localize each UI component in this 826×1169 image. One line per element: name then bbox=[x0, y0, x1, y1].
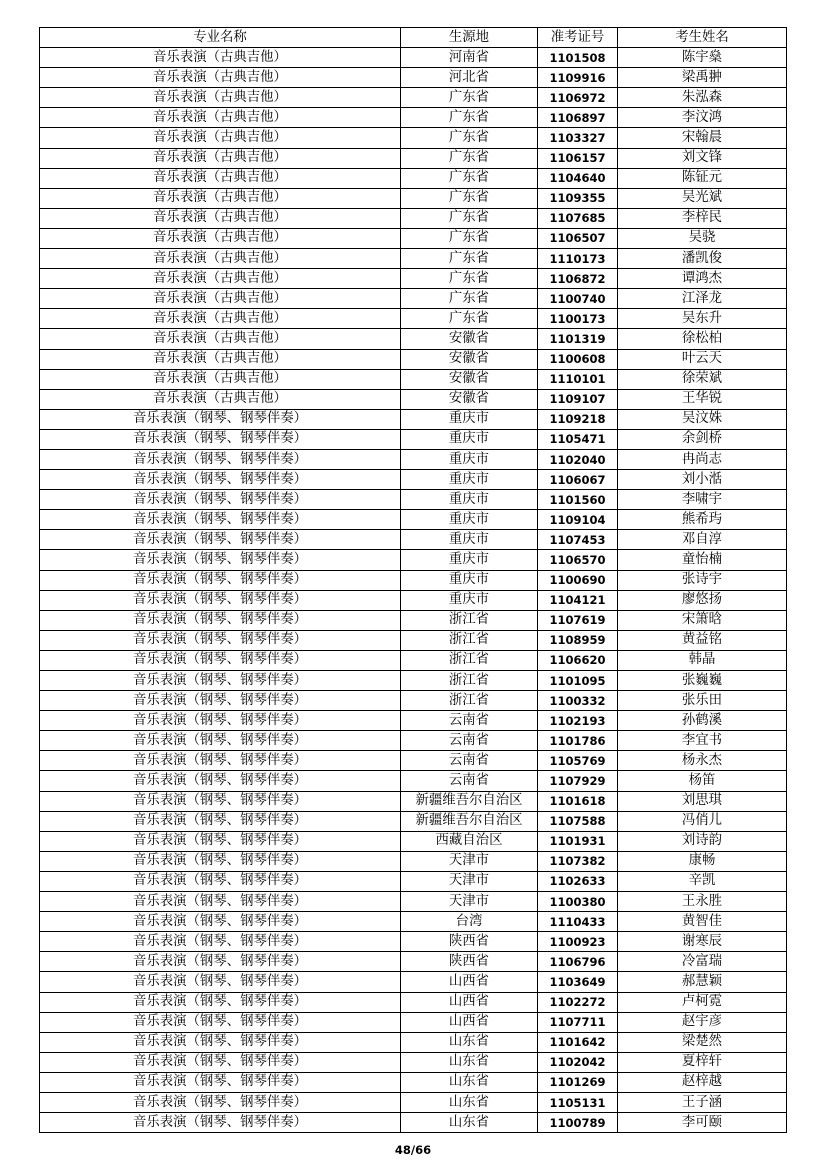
origin-cell: 重庆市 bbox=[401, 530, 538, 550]
major-cell: 音乐表演（钢琴、钢琴伴奏） bbox=[40, 691, 401, 711]
table-row bbox=[40, 1052, 787, 1072]
origin-cell: 山东省 bbox=[401, 1072, 538, 1092]
student-name-cell: 吴光斌 bbox=[618, 188, 787, 208]
table-row bbox=[40, 650, 787, 670]
origin-cell: 山东省 bbox=[401, 1113, 538, 1133]
table-row bbox=[40, 610, 787, 630]
major-cell: 音乐表演（钢琴、钢琴伴奏） bbox=[40, 550, 401, 570]
origin-cell: 浙江省 bbox=[401, 610, 538, 630]
student-name-cell: 卢柯霓 bbox=[618, 992, 787, 1012]
exam-id-cell: 1100380 bbox=[538, 892, 618, 912]
table-row bbox=[40, 550, 787, 570]
student-name-cell: 廖悠扬 bbox=[618, 590, 787, 610]
exam-id-cell: 1106067 bbox=[538, 470, 618, 490]
major-cell: 音乐表演（古典吉他） bbox=[40, 369, 401, 389]
table-row bbox=[40, 570, 787, 590]
table-row bbox=[40, 148, 787, 168]
exam-id-cell: 1106157 bbox=[538, 148, 618, 168]
table-row bbox=[40, 811, 787, 831]
student-name-cell: 冷富瑞 bbox=[618, 952, 787, 972]
exam-id-cell: 1108959 bbox=[538, 630, 618, 650]
table-row bbox=[40, 228, 787, 248]
origin-cell: 广东省 bbox=[401, 168, 538, 188]
origin-cell: 广东省 bbox=[401, 108, 538, 128]
table-row bbox=[40, 88, 787, 108]
major-cell: 音乐表演（钢琴、钢琴伴奏） bbox=[40, 912, 401, 932]
origin-cell: 重庆市 bbox=[401, 429, 538, 449]
header-major: 专业名称 bbox=[40, 28, 401, 48]
origin-cell: 安徽省 bbox=[401, 349, 538, 369]
student-name-cell: 冉尚志 bbox=[618, 449, 787, 469]
table-row bbox=[40, 429, 787, 449]
major-cell: 音乐表演（古典吉他） bbox=[40, 128, 401, 148]
origin-cell: 重庆市 bbox=[401, 490, 538, 510]
exam-id-cell: 1110433 bbox=[538, 912, 618, 932]
origin-cell: 河南省 bbox=[401, 48, 538, 68]
table-row bbox=[40, 208, 787, 228]
origin-cell: 安徽省 bbox=[401, 389, 538, 409]
major-cell: 音乐表演（古典吉他） bbox=[40, 349, 401, 369]
student-name-cell: 张乐田 bbox=[618, 691, 787, 711]
exam-id-cell: 1107453 bbox=[538, 530, 618, 550]
major-cell: 音乐表演（古典吉他） bbox=[40, 48, 401, 68]
table-row bbox=[40, 851, 787, 871]
origin-cell: 浙江省 bbox=[401, 650, 538, 670]
origin-cell: 云南省 bbox=[401, 751, 538, 771]
exam-id-cell: 1101642 bbox=[538, 1032, 618, 1052]
major-cell: 音乐表演（钢琴、钢琴伴奏） bbox=[40, 731, 401, 751]
major-cell: 音乐表演（钢琴、钢琴伴奏） bbox=[40, 771, 401, 791]
page-number: 48/66 bbox=[394, 1143, 432, 1157]
exam-id-cell: 1100740 bbox=[538, 289, 618, 309]
origin-cell: 重庆市 bbox=[401, 449, 538, 469]
origin-cell: 新疆维吾尔自治区 bbox=[401, 811, 538, 831]
student-name-cell: 宋箫晗 bbox=[618, 610, 787, 630]
major-cell: 音乐表演（钢琴、钢琴伴奏） bbox=[40, 650, 401, 670]
student-name-cell: 吴骁 bbox=[618, 228, 787, 248]
exam-id-cell: 1109916 bbox=[538, 68, 618, 88]
major-cell: 音乐表演（钢琴、钢琴伴奏） bbox=[40, 1012, 401, 1032]
origin-cell: 陕西省 bbox=[401, 932, 538, 952]
origin-cell: 广东省 bbox=[401, 269, 538, 289]
origin-cell: 台湾 bbox=[401, 912, 538, 932]
table-row bbox=[40, 630, 787, 650]
student-name-cell: 谢寒辰 bbox=[618, 932, 787, 952]
major-cell: 音乐表演（钢琴、钢琴伴奏） bbox=[40, 610, 401, 630]
exam-id-cell: 1109104 bbox=[538, 510, 618, 530]
major-cell: 音乐表演（古典吉他） bbox=[40, 269, 401, 289]
major-cell: 音乐表演（钢琴、钢琴伴奏） bbox=[40, 972, 401, 992]
student-name-cell: 熊希玙 bbox=[618, 510, 787, 530]
header-student-name: 考生姓名 bbox=[618, 28, 787, 48]
table-row bbox=[40, 952, 787, 972]
origin-cell: 云南省 bbox=[401, 711, 538, 731]
student-name-cell: 李梓民 bbox=[618, 208, 787, 228]
major-cell: 音乐表演（钢琴、钢琴伴奏） bbox=[40, 831, 401, 851]
major-cell: 音乐表演（钢琴、钢琴伴奏） bbox=[40, 1032, 401, 1052]
exam-id-cell: 1101618 bbox=[538, 791, 618, 811]
major-cell: 音乐表演（古典吉他） bbox=[40, 329, 401, 349]
origin-cell: 广东省 bbox=[401, 309, 538, 329]
exam-id-cell: 1101095 bbox=[538, 671, 618, 691]
exam-id-cell: 1103327 bbox=[538, 128, 618, 148]
major-cell: 音乐表演（古典吉他） bbox=[40, 68, 401, 88]
table-row bbox=[40, 349, 787, 369]
table-row bbox=[40, 269, 787, 289]
table-row bbox=[40, 48, 787, 68]
table-row bbox=[40, 932, 787, 952]
table-row bbox=[40, 108, 787, 128]
major-cell: 音乐表演（古典吉他） bbox=[40, 88, 401, 108]
origin-cell: 广东省 bbox=[401, 208, 538, 228]
student-name-cell: 张巍巍 bbox=[618, 671, 787, 691]
origin-cell: 山东省 bbox=[401, 1052, 538, 1072]
major-cell: 音乐表演（古典吉他） bbox=[40, 188, 401, 208]
major-cell: 音乐表演（古典吉他） bbox=[40, 168, 401, 188]
student-name-cell: 余剑桥 bbox=[618, 429, 787, 449]
student-name-cell: 郝慧颖 bbox=[618, 972, 787, 992]
exam-id-cell: 1102193 bbox=[538, 711, 618, 731]
major-cell: 音乐表演（钢琴、钢琴伴奏） bbox=[40, 630, 401, 650]
student-name-cell: 徐松柏 bbox=[618, 329, 787, 349]
table-row bbox=[40, 530, 787, 550]
exam-id-cell: 1100923 bbox=[538, 932, 618, 952]
table-header-row bbox=[40, 28, 787, 48]
exam-id-cell: 1101931 bbox=[538, 831, 618, 851]
exam-id-cell: 1102040 bbox=[538, 449, 618, 469]
table-row bbox=[40, 992, 787, 1012]
major-cell: 音乐表演（古典吉他） bbox=[40, 309, 401, 329]
exam-id-cell: 1107588 bbox=[538, 811, 618, 831]
origin-cell: 浙江省 bbox=[401, 671, 538, 691]
major-cell: 音乐表演（古典吉他） bbox=[40, 148, 401, 168]
exam-id-cell: 1105471 bbox=[538, 429, 618, 449]
origin-cell: 新疆维吾尔自治区 bbox=[401, 791, 538, 811]
origin-cell: 天津市 bbox=[401, 871, 538, 891]
exam-id-cell: 1102633 bbox=[538, 871, 618, 891]
student-name-cell: 梁禹翀 bbox=[618, 68, 787, 88]
student-name-cell: 吴汶姝 bbox=[618, 409, 787, 429]
table-row bbox=[40, 1113, 787, 1133]
exam-id-cell: 1104640 bbox=[538, 168, 618, 188]
student-name-cell: 潘凯俊 bbox=[618, 249, 787, 269]
student-name-cell: 冯俏儿 bbox=[618, 811, 787, 831]
student-name-cell: 李汶鸿 bbox=[618, 108, 787, 128]
origin-cell: 云南省 bbox=[401, 771, 538, 791]
table-row bbox=[40, 871, 787, 891]
major-cell: 音乐表演（钢琴、钢琴伴奏） bbox=[40, 429, 401, 449]
table-row bbox=[40, 671, 787, 691]
origin-cell: 西藏自治区 bbox=[401, 831, 538, 851]
student-name-cell: 刘小湉 bbox=[618, 470, 787, 490]
student-name-cell: 韩晶 bbox=[618, 650, 787, 670]
major-cell: 音乐表演（古典吉他） bbox=[40, 249, 401, 269]
student-name-cell: 江泽龙 bbox=[618, 289, 787, 309]
student-name-cell: 赵宇彦 bbox=[618, 1012, 787, 1032]
student-name-cell: 徐荣斌 bbox=[618, 369, 787, 389]
exam-id-cell: 1107685 bbox=[538, 208, 618, 228]
exam-id-cell: 1107711 bbox=[538, 1012, 618, 1032]
exam-id-cell: 1100332 bbox=[538, 691, 618, 711]
origin-cell: 浙江省 bbox=[401, 691, 538, 711]
origin-cell: 重庆市 bbox=[401, 470, 538, 490]
major-cell: 音乐表演（钢琴、钢琴伴奏） bbox=[40, 952, 401, 972]
exam-id-cell: 1105131 bbox=[538, 1092, 618, 1112]
table-row bbox=[40, 490, 787, 510]
student-name-cell: 陈宇燊 bbox=[618, 48, 787, 68]
major-cell: 音乐表演（钢琴、钢琴伴奏） bbox=[40, 671, 401, 691]
table-row bbox=[40, 369, 787, 389]
exam-id-cell: 1106620 bbox=[538, 650, 618, 670]
major-cell: 音乐表演（钢琴、钢琴伴奏） bbox=[40, 751, 401, 771]
exam-id-cell: 1103649 bbox=[538, 972, 618, 992]
student-name-cell: 邓自淳 bbox=[618, 530, 787, 550]
table-row bbox=[40, 892, 787, 912]
student-name-cell: 王永胜 bbox=[618, 892, 787, 912]
origin-cell: 广东省 bbox=[401, 88, 538, 108]
origin-cell: 广东省 bbox=[401, 289, 538, 309]
exam-id-cell: 1101786 bbox=[538, 731, 618, 751]
student-name-cell: 李可颐 bbox=[618, 1113, 787, 1133]
major-cell: 音乐表演（钢琴、钢琴伴奏） bbox=[40, 1052, 401, 1072]
major-cell: 音乐表演（古典吉他） bbox=[40, 228, 401, 248]
major-cell: 音乐表演（钢琴、钢琴伴奏） bbox=[40, 1072, 401, 1092]
student-name-cell: 辛凯 bbox=[618, 871, 787, 891]
exam-id-cell: 1107382 bbox=[538, 851, 618, 871]
student-name-cell: 张诗宇 bbox=[618, 570, 787, 590]
student-name-cell: 李啸宇 bbox=[618, 490, 787, 510]
major-cell: 音乐表演（钢琴、钢琴伴奏） bbox=[40, 892, 401, 912]
exam-id-cell: 1102272 bbox=[538, 992, 618, 1012]
exam-id-cell: 1105769 bbox=[538, 751, 618, 771]
student-name-cell: 梁楚然 bbox=[618, 1032, 787, 1052]
major-cell: 音乐表演（钢琴、钢琴伴奏） bbox=[40, 1113, 401, 1133]
exam-id-cell: 1109355 bbox=[538, 188, 618, 208]
table-row bbox=[40, 771, 787, 791]
origin-cell: 安徽省 bbox=[401, 329, 538, 349]
origin-cell: 山西省 bbox=[401, 992, 538, 1012]
student-name-cell: 王华锐 bbox=[618, 389, 787, 409]
table-row bbox=[40, 389, 787, 409]
exam-id-cell: 1109107 bbox=[538, 389, 618, 409]
origin-cell: 云南省 bbox=[401, 731, 538, 751]
exam-id-cell: 1101508 bbox=[538, 48, 618, 68]
table-row bbox=[40, 470, 787, 490]
exam-id-cell: 1107929 bbox=[538, 771, 618, 791]
major-cell: 音乐表演（古典吉他） bbox=[40, 108, 401, 128]
student-name-cell: 杨永杰 bbox=[618, 751, 787, 771]
exam-id-cell: 1102042 bbox=[538, 1052, 618, 1072]
table-row bbox=[40, 751, 787, 771]
exam-id-cell: 1101269 bbox=[538, 1072, 618, 1092]
student-name-cell: 刘诗韵 bbox=[618, 831, 787, 851]
student-name-cell: 吴东升 bbox=[618, 309, 787, 329]
table-row bbox=[40, 1092, 787, 1112]
table-row bbox=[40, 449, 787, 469]
exam-id-cell: 1106897 bbox=[538, 108, 618, 128]
origin-cell: 重庆市 bbox=[401, 510, 538, 530]
table-row bbox=[40, 510, 787, 530]
student-name-cell: 童怡楠 bbox=[618, 550, 787, 570]
table-row bbox=[40, 972, 787, 992]
student-name-cell: 黄益铭 bbox=[618, 630, 787, 650]
exam-id-cell: 1107619 bbox=[538, 610, 618, 630]
table-row bbox=[40, 309, 787, 329]
table-row bbox=[40, 128, 787, 148]
exam-id-cell: 1101560 bbox=[538, 490, 618, 510]
major-cell: 音乐表演（钢琴、钢琴伴奏） bbox=[40, 470, 401, 490]
exam-id-cell: 1100789 bbox=[538, 1113, 618, 1133]
major-cell: 音乐表演（钢琴、钢琴伴奏） bbox=[40, 1092, 401, 1112]
student-name-cell: 陈钲元 bbox=[618, 168, 787, 188]
exam-id-cell: 1101319 bbox=[538, 329, 618, 349]
table-row bbox=[40, 409, 787, 429]
major-cell: 音乐表演（钢琴、钢琴伴奏） bbox=[40, 711, 401, 731]
table-row bbox=[40, 831, 787, 851]
origin-cell: 山西省 bbox=[401, 1012, 538, 1032]
major-cell: 音乐表演（钢琴、钢琴伴奏） bbox=[40, 851, 401, 871]
exam-id-cell: 1106507 bbox=[538, 228, 618, 248]
major-cell: 音乐表演（钢琴、钢琴伴奏） bbox=[40, 530, 401, 550]
table-row bbox=[40, 329, 787, 349]
major-cell: 音乐表演（钢琴、钢琴伴奏） bbox=[40, 590, 401, 610]
exam-id-cell: 1104121 bbox=[538, 590, 618, 610]
major-cell: 音乐表演（古典吉他） bbox=[40, 289, 401, 309]
table-row bbox=[40, 1012, 787, 1032]
student-name-cell: 康畅 bbox=[618, 851, 787, 871]
student-name-cell: 朱泓森 bbox=[618, 88, 787, 108]
origin-cell: 广东省 bbox=[401, 188, 538, 208]
exam-id-cell: 1106872 bbox=[538, 269, 618, 289]
table-row bbox=[40, 791, 787, 811]
table-row bbox=[40, 1032, 787, 1052]
student-name-cell: 谭鸿杰 bbox=[618, 269, 787, 289]
origin-cell: 重庆市 bbox=[401, 570, 538, 590]
origin-cell: 重庆市 bbox=[401, 550, 538, 570]
major-cell: 音乐表演（钢琴、钢琴伴奏） bbox=[40, 490, 401, 510]
header-exam-id: 准考证号 bbox=[538, 28, 618, 48]
origin-cell: 天津市 bbox=[401, 892, 538, 912]
origin-cell: 山东省 bbox=[401, 1032, 538, 1052]
table-body bbox=[40, 48, 787, 1133]
student-name-cell: 刘文锋 bbox=[618, 148, 787, 168]
student-name-cell: 杨笛 bbox=[618, 771, 787, 791]
origin-cell: 山东省 bbox=[401, 1092, 538, 1112]
origin-cell: 陕西省 bbox=[401, 952, 538, 972]
exam-id-cell: 1110173 bbox=[538, 249, 618, 269]
major-cell: 音乐表演（钢琴、钢琴伴奏） bbox=[40, 449, 401, 469]
table-row bbox=[40, 68, 787, 88]
header-origin: 生源地 bbox=[401, 28, 538, 48]
table-row bbox=[40, 590, 787, 610]
exam-id-cell: 1106570 bbox=[538, 550, 618, 570]
student-name-cell: 李宜书 bbox=[618, 731, 787, 751]
student-name-cell: 宋翰晨 bbox=[618, 128, 787, 148]
table-row bbox=[40, 188, 787, 208]
origin-cell: 天津市 bbox=[401, 851, 538, 871]
exam-id-cell: 1100608 bbox=[538, 349, 618, 369]
major-cell: 音乐表演（古典吉他） bbox=[40, 389, 401, 409]
exam-id-cell: 1110101 bbox=[538, 369, 618, 389]
major-cell: 音乐表演（钢琴、钢琴伴奏） bbox=[40, 510, 401, 530]
student-name-cell: 叶云天 bbox=[618, 349, 787, 369]
major-cell: 音乐表演（钢琴、钢琴伴奏） bbox=[40, 791, 401, 811]
major-cell: 音乐表演（古典吉他） bbox=[40, 208, 401, 228]
major-cell: 音乐表演（钢琴、钢琴伴奏） bbox=[40, 932, 401, 952]
student-name-cell: 赵梓越 bbox=[618, 1072, 787, 1092]
origin-cell: 重庆市 bbox=[401, 409, 538, 429]
student-name-cell: 孙鹤溪 bbox=[618, 711, 787, 731]
student-name-cell: 刘思琪 bbox=[618, 791, 787, 811]
exam-id-cell: 1100173 bbox=[538, 309, 618, 329]
admission-list-table bbox=[39, 27, 787, 1133]
table-row bbox=[40, 168, 787, 188]
table-row bbox=[40, 1072, 787, 1092]
origin-cell: 广东省 bbox=[401, 148, 538, 168]
student-name-cell: 黄智佳 bbox=[618, 912, 787, 932]
major-cell: 音乐表演（钢琴、钢琴伴奏） bbox=[40, 409, 401, 429]
student-name-cell: 王子涵 bbox=[618, 1092, 787, 1112]
table-row bbox=[40, 691, 787, 711]
major-cell: 音乐表演（钢琴、钢琴伴奏） bbox=[40, 570, 401, 590]
origin-cell: 河北省 bbox=[401, 68, 538, 88]
student-name-cell: 夏梓轩 bbox=[618, 1052, 787, 1072]
origin-cell: 重庆市 bbox=[401, 590, 538, 610]
table-row bbox=[40, 731, 787, 751]
exam-id-cell: 1109218 bbox=[538, 409, 618, 429]
origin-cell: 广东省 bbox=[401, 228, 538, 248]
major-cell: 音乐表演（钢琴、钢琴伴奏） bbox=[40, 871, 401, 891]
exam-id-cell: 1106796 bbox=[538, 952, 618, 972]
table-row bbox=[40, 711, 787, 731]
major-cell: 音乐表演（钢琴、钢琴伴奏） bbox=[40, 811, 401, 831]
major-cell: 音乐表演（钢琴、钢琴伴奏） bbox=[40, 992, 401, 1012]
table-row bbox=[40, 912, 787, 932]
origin-cell: 安徽省 bbox=[401, 369, 538, 389]
table-row bbox=[40, 289, 787, 309]
origin-cell: 广东省 bbox=[401, 249, 538, 269]
origin-cell: 浙江省 bbox=[401, 630, 538, 650]
exam-id-cell: 1100690 bbox=[538, 570, 618, 590]
origin-cell: 广东省 bbox=[401, 128, 538, 148]
table-row bbox=[40, 249, 787, 269]
exam-id-cell: 1106972 bbox=[538, 88, 618, 108]
origin-cell: 山西省 bbox=[401, 972, 538, 992]
